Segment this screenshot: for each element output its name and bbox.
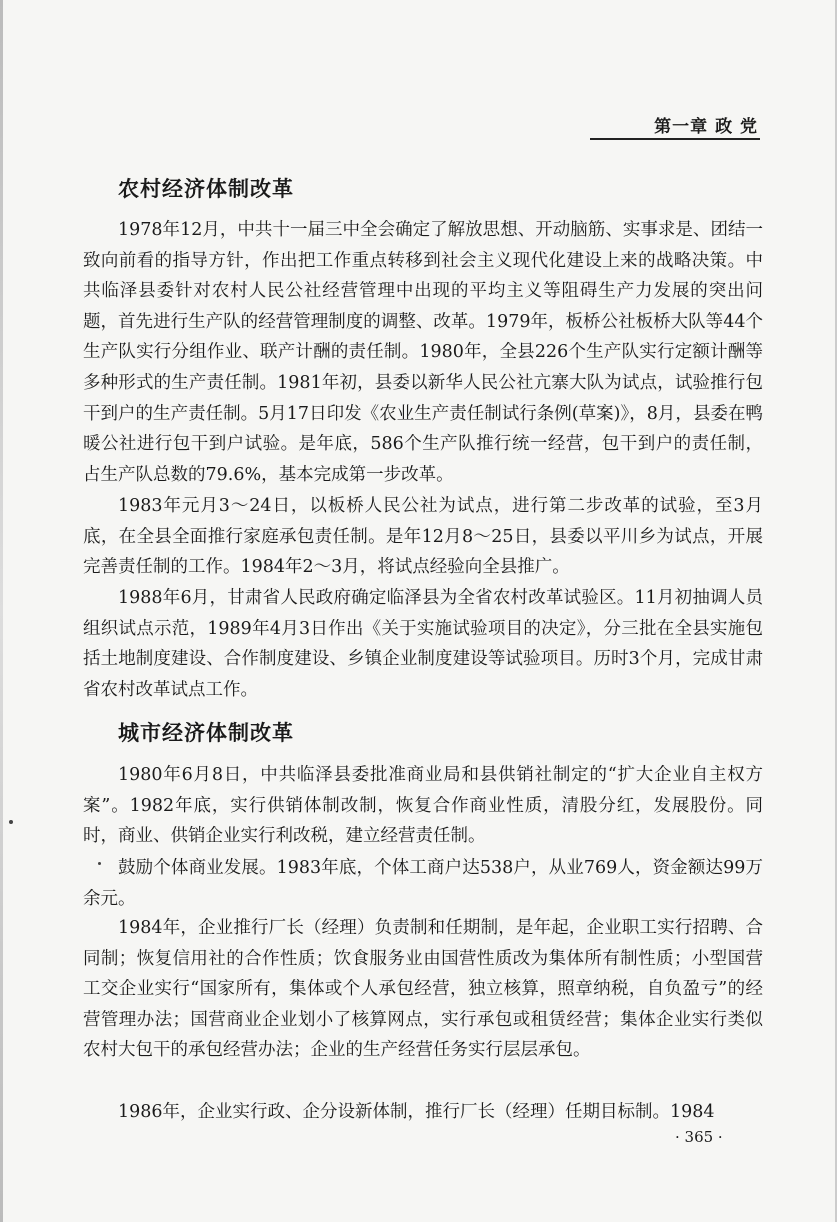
paragraph: 1984年，企业推行厂长（经理）负责制和任期制，是年起，企业职工实行招聘、合同制；恢复信用社的合作性质；饮食服务业由国营性质改为集体所有制性质；小型国营工交企业实行“国家所有，集体或个人承包经营，独立核算，照章纳税，自负盈亏”的经营管理办法；国营商业企业划小了核算网点，实行承包或租赁经营；集体企业实行类似农村大包干的承包经营办法；企业的生产经营任务实行层层承包。 (83, 918, 763, 1061)
scan-edge-left (0, 0, 3, 1222)
page-number: · 365 · (675, 1128, 723, 1146)
running-head-rule (590, 138, 760, 140)
paragraph: 1980年6月8日，中共临泽县委批准商业局和县供销社制定的“扩大企业自主权方案”。1982年底，实行供销体制改制，恢复合作商业性质，清股分红，发展股份。同时，商业、供销企业实行利改税，建立经营责任制。 (83, 765, 763, 847)
paragraph: 鼓励个体商业发展。1983年底，个体工商户达538户，从业769人，资金额达99万余元。 (83, 858, 763, 909)
paragraph: 1983年元月3～24日，以板桥人民公社为试点，进行第二步改革的试验，至3月底，在全县全面推行家庭承包责任制。是年12月8～25日，县委以平川乡为试点，开展完善责任制的工作。1984年2～3月，将试点经验向全县推广。 (83, 496, 763, 578)
section-heading-urban-reform: 城市经济体制改革 (118, 721, 294, 745)
paragraph: 1988年6月，甘肃省人民政府确定临泽县为全省农村改革试验区。11月初抽调人员组织试点示范，1989年4月3日作出《关于实施试验项目的决定》，分三批在全县实施包括土地制度建设、合作制度建设、乡镇企业制度建设等试验项目。历时3个月，完成甘肃省农村改革试点工作。 (83, 588, 763, 700)
scan-speck (9, 820, 13, 824)
running-head: 第一章 政 党 (654, 117, 758, 137)
paragraph: 1978年12月，中共十一届三中全会确定了解放思想、开动脑筋、实事求是、团结一致向前看的指导方针，作出把工作重点转移到社会主义现代化建设上来的战略决策。中共临泽县委针对农村人民公社经营管理中出现的平均主义等阻碍生产力发展的突出问题，首先进行生产队的经营管理制度的调整、改革。1979年，板桥公社板桥大队等44个生产队实行分组作业、联产计酬的责任制。1980年，全县226个生产队实行定额计酬等多种形式的生产责任制。1981年初，县委以新华人民公社亢寨大队为试点，试验推行包干到户的生产责任制。5月17日印发《农业生产责任制试行条例(草案)》，8月，县委在鸭暖公社进行包干到户试验。是年底，586个生产队推行统一经营，包干到户的责任制，占生产队总数的79.6%，基本完成第一步改革。 (83, 220, 763, 485)
section-heading-rural-reform: 农村经济体制改革 (118, 177, 294, 201)
paragraph: 1986年，企业实行政、企分设新体制，推行厂长（经理）任期目标制。1984 (118, 1102, 715, 1122)
scan-speck (98, 862, 101, 865)
